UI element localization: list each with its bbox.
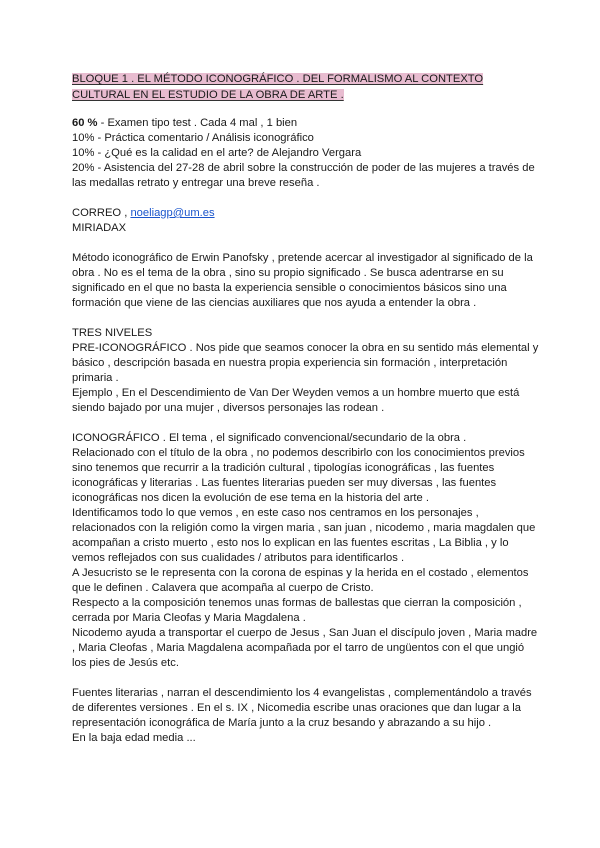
- pre-iconographic-example: Ejemplo , En el Descendimiento de Van Der Weyden vemos a un hombre muerto que está siendo bajado por una mujer , diversos personajes las rodean .: [72, 387, 520, 414]
- spacer: [72, 311, 540, 326]
- iconographic-paragraph: A Jesucristo se le representa con la corona de espinas y la herida en el costado , elementos que le definen . Calavera que acompaña al cuerpo de Cristo.: [72, 567, 529, 594]
- grading-section: [72, 116, 540, 191]
- levels-section: [72, 326, 540, 416]
- contact-label: CORREO ,: [72, 207, 131, 219]
- spacer: [72, 236, 540, 251]
- contact-line: [72, 206, 540, 221]
- platform-name: MIRIADAX: [72, 222, 127, 234]
- title-highlight: BLOQUE 1 . EL MÉTODO ICONOGRÁFICO . DEL FORMALISMO AL CONTEXTO CULTURAL EN EL ESTUDIO DE LA OBRA DE ARTE .: [72, 73, 484, 101]
- spacer: [72, 416, 540, 431]
- iconographic-paragraph: Identificamos todo lo que vemos , en este caso nos centramos en los personajes , relacionados con la religión como la virgen maria , san juan , nicodemo , maria magdalen que acompañan a cristo muerto , esto nos lo explican en las fuentes escritas , La Biblia , y lo vemos reflejados con sus cualidades / atributos para identificarlos .: [72, 507, 536, 564]
- grading-line-attendance: 20% - Asistencia del 27-28 de abril sobre la construcción de poder de las mujeres a través de las medallas retrato y entregar una breve reseña .: [72, 162, 535, 189]
- intro-paragraph: Método iconográfico de Erwin Panofsky , pretende acercar al investigador al significado de la obra . No es el tema de la obra , sino su propio significado . Se busca adentrarse en su significado en el que no basta la experiencia sensible o conocimientos básicos sino una formación que viene de las ciencias auxiliares que nos ayuda a entender la obra .: [72, 252, 533, 309]
- iconographic-section: [72, 431, 540, 671]
- grading-line-exam: [72, 116, 540, 131]
- spacer: [72, 191, 540, 206]
- spacer: [72, 671, 540, 686]
- document-title: [72, 72, 540, 103]
- pre-iconographic-paragraph: PRE-ICONOGRÁFICO . Nos pide que seamos conocer la obra en su sentido más elemental y básico , descripción basada en nuestra propia experiencia sin formación , interpretación primaria .: [72, 342, 539, 384]
- levels-heading: TRES NIVELES: [72, 327, 153, 339]
- email-link[interactable]: noeliagp@um.es: [130, 207, 215, 219]
- iconographic-paragraph: Nicodemo ayuda a transportar el cuerpo de Jesus , San Juan el discípulo joven , Maria madre , Maria Cleofas , Maria Magdalena acompañada por el tarro de ungüentos con el que ungió los pies de Jesús etc.: [72, 627, 538, 669]
- contact-section: [72, 206, 540, 236]
- iconographic-paragraph: Respecto a la composición tenemos unas formas de ballestas que cierran la composición , cerrada por Maria Cleofas y Maria Magdalena .: [72, 597, 522, 624]
- iconographic-heading-paragraph: ICONOGRÁFICO . El tema , el significado convencional/secundario de la obra .: [72, 432, 467, 444]
- sources-paragraph: En la baja edad media ...: [72, 732, 196, 744]
- iconographic-paragraph: Relacionado con el título de la obra , no podemos describirlo con los conocimientos previos sino tenemos que recurrir a la tradición cultural , tipologías iconográficas , las fuentes iconográficas y literarias . Las fuentes literarias pueden ser muy diversas , las fuentes iconográficas nos dicen la evolución de ese tema en la historia del arte .: [72, 447, 525, 504]
- grading-exam-percent: 60 %: [72, 117, 98, 129]
- grading-line-quality: 10% - ¿Qué es la calidad en el arte? de Alejandro Vergara: [72, 147, 362, 159]
- sources-section: [72, 686, 540, 746]
- grading-line-practice: 10% - Práctica comentario / Análisis iconográfico: [72, 132, 314, 144]
- grading-exam-text: - Examen tipo test . Cada 4 mal , 1 bien: [97, 117, 298, 129]
- sources-paragraph: Fuentes literarias , narran el descendimiento los 4 evangelistas , complementándolo a través de diferentes versiones . En el s. IX , Nicomedia escribe unas oraciones que dan lugar a la representación iconográfica de María junto a la cruz besando y abrazando a su hijo .: [72, 687, 532, 729]
